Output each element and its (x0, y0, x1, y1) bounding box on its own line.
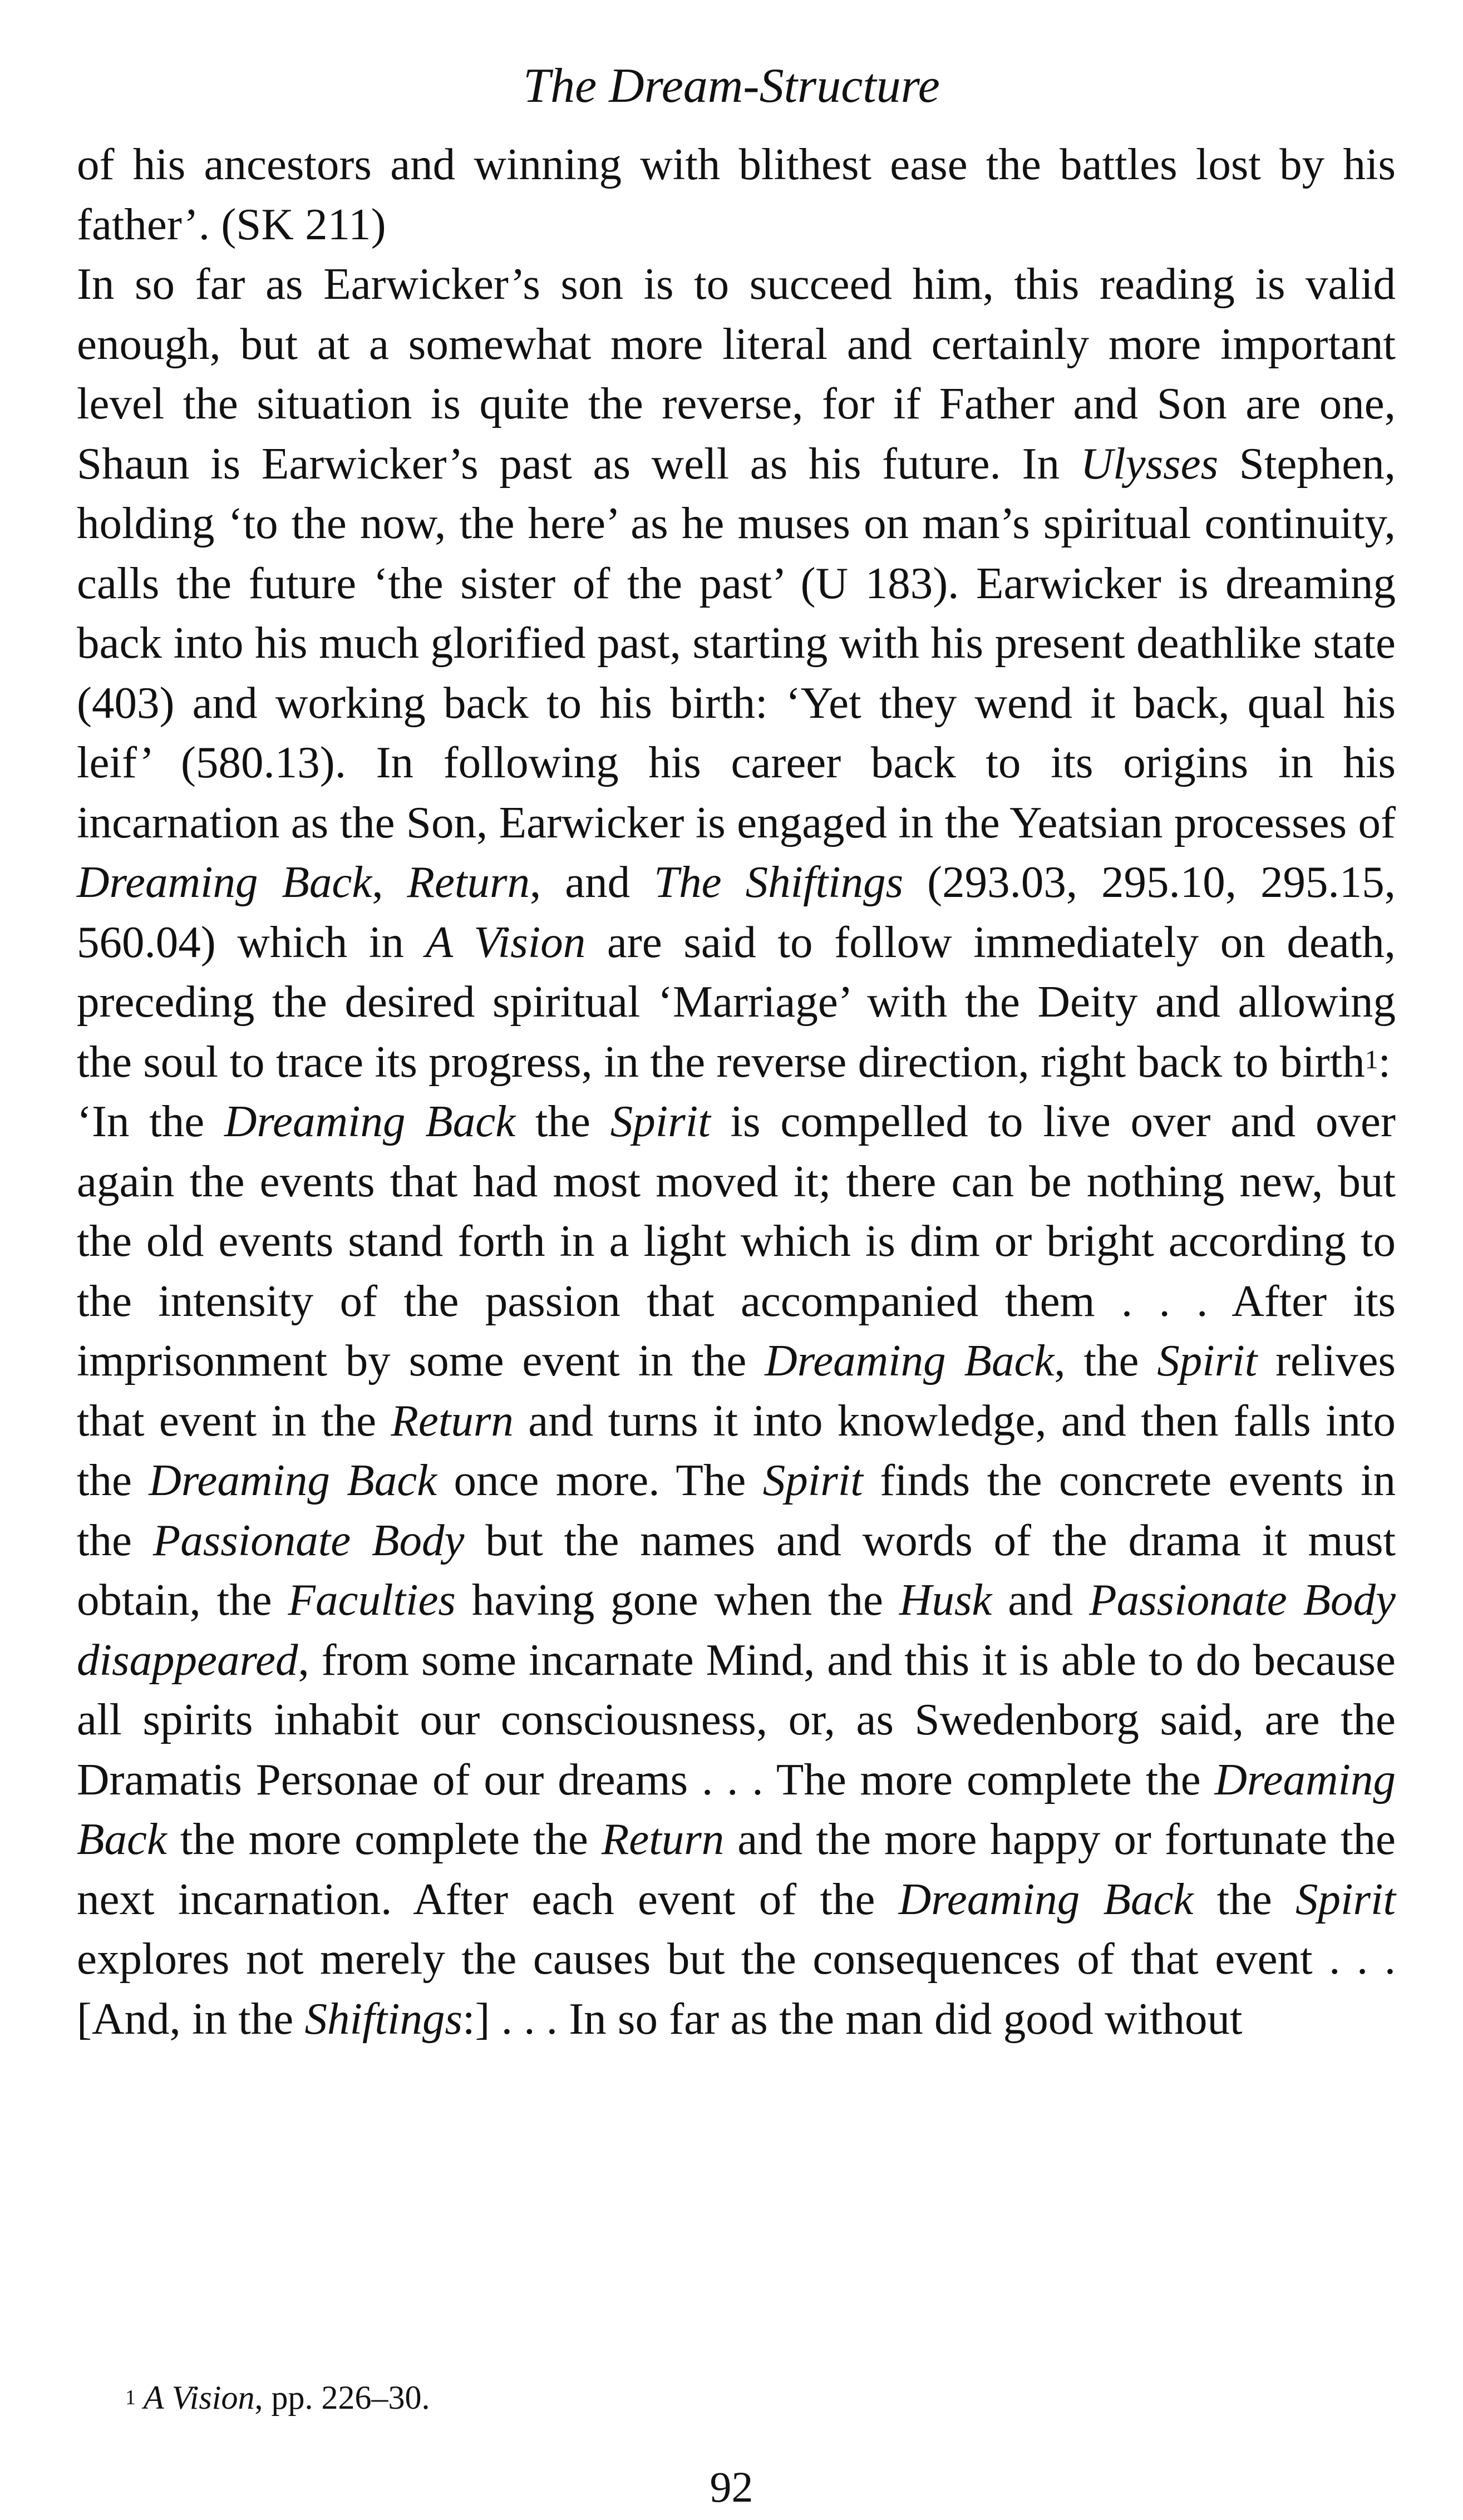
text-run: of his ancestors and winning with blithest ease the battles lost by his father’. (SK 211) (77, 139, 1396, 249)
text-run: ‘In the (77, 1096, 224, 1146)
italic-phrase: A Vision (425, 916, 586, 967)
italic-phrase: Spirit (762, 1455, 863, 1505)
paragraph-earwicker-son (77, 254, 1396, 1092)
text-run: Stephen, holding ‘to the now, the here’ as he muses on man’s spiritual continuity, calls the future ‘the sister of the past’ (U 183). Earwicker is dreaming back into his much glorified past, starting with his present deathlike state (403) and working back to his birth: ‘Yet they wend it back, qual his leif’ (580.13). In following his career back to its origins in his incarnation as the Son, Earwicker is engaged in the Yeatsian processes of (77, 438, 1396, 847)
text-run: In so far as Earwicker’s son is to succeed him, this reading is valid enough, but at a somewhat more literal and certainly more important level the situation is quite the reverse, for if Father and Son are one, Shaun is Earwicker’s past as well as his future. In (77, 259, 1396, 489)
footnote-title: A Vision (144, 2379, 255, 2416)
footnote-reference-mark: 1 (1365, 1044, 1378, 1074)
italic-phrase: Dreaming Back (224, 1096, 516, 1146)
italic-phrase: Shiftings (304, 1993, 462, 2044)
italic-phrase: Dreaming Back (77, 857, 372, 907)
text-run: relives that event in the (77, 1335, 1396, 1446)
italic-phrase: Return (601, 1814, 725, 1864)
text-run: and (992, 1575, 1090, 1625)
text-run: but the names and words of the drama it must obtain, the (77, 1515, 1396, 1625)
text-run: the (515, 1096, 610, 1146)
italic-phrase: Husk (899, 1575, 992, 1625)
running-head: The Dream-Structure (523, 59, 940, 113)
text-run: (293.03, 295.10, 295.15, 560.04) which in (77, 857, 1396, 967)
italic-phrase: Passionate Body disappeared (77, 1575, 1396, 1685)
italic-phrase: Spirit (1295, 1873, 1396, 1924)
italic-phrase: Dreaming Back (77, 1754, 1396, 1864)
italic-phrase: Spirit (610, 1096, 711, 1146)
text-run: , and (530, 857, 654, 907)
text-run: once more. The (437, 1455, 763, 1505)
italic-phrase: Dreaming Back (765, 1335, 1055, 1385)
text-run: is compelled to live over and over again the events that had most moved it; there can be nothing new, but the old events stand forth in a light which is dim or bright according to the intensity of the passion that accompanied them . . . After its imprisonment by some event in the (77, 1096, 1396, 1385)
paragraph-yeats-quotation (77, 1092, 1396, 2049)
italic-phrase: Return (407, 857, 530, 907)
text-run: having gone when the (455, 1575, 899, 1625)
page-number: 92 (710, 2463, 753, 2511)
text-run: and the more happy or fortunate the next incarnation. After each event of the (77, 1814, 1396, 1924)
text-run: and turns it into knowledge, and then falls into the (77, 1395, 1396, 1505)
footnote (125, 2376, 430, 2419)
italic-phrase: Passionate Body (152, 1515, 465, 1565)
text-run: : (1378, 1036, 1391, 1087)
footnote-reference: , pp. 226–30. (254, 2379, 430, 2416)
italic-phrase: Return (391, 1395, 514, 1446)
italic-phrase: Spirit (1157, 1335, 1258, 1385)
body-text (77, 135, 1396, 2049)
italic-phrase: Dreaming Back (898, 1873, 1194, 1924)
text-run: , the (1054, 1335, 1157, 1385)
text-run: are said to follow immediately on death, preceding the desired spiritual ‘Marriage’ with the Deity and allowing the soul to trace its progress, in the reverse direction, right back to birth (77, 916, 1396, 1087)
footnote-mark: 1 (125, 2386, 136, 2409)
italic-phrase: Dreaming Back (149, 1455, 437, 1505)
text-run: explores not merely the causes but the consequences of that event . . . [And, in the (77, 1934, 1396, 2044)
text-run: finds the concrete events in the (77, 1455, 1396, 1565)
text-run: , (372, 857, 407, 907)
italic-phrase: Faculties (288, 1575, 456, 1625)
italic-phrase: The Shiftings (654, 857, 904, 907)
text-run: the (1193, 1873, 1295, 1924)
text-run: :] . . . In so far as the man did good without (462, 1993, 1243, 2044)
text-run: the more complete the (166, 1814, 602, 1864)
text-run: , from some incarnate Mind, and this it is able to do because all spirits inhabit our consciousness, or, as Swedenborg said, are the Dramatis Personae of our dreams . . . The more complete the (77, 1634, 1396, 1804)
paragraph-continuation (77, 135, 1396, 254)
italic-phrase: Ulysses (1080, 438, 1219, 489)
